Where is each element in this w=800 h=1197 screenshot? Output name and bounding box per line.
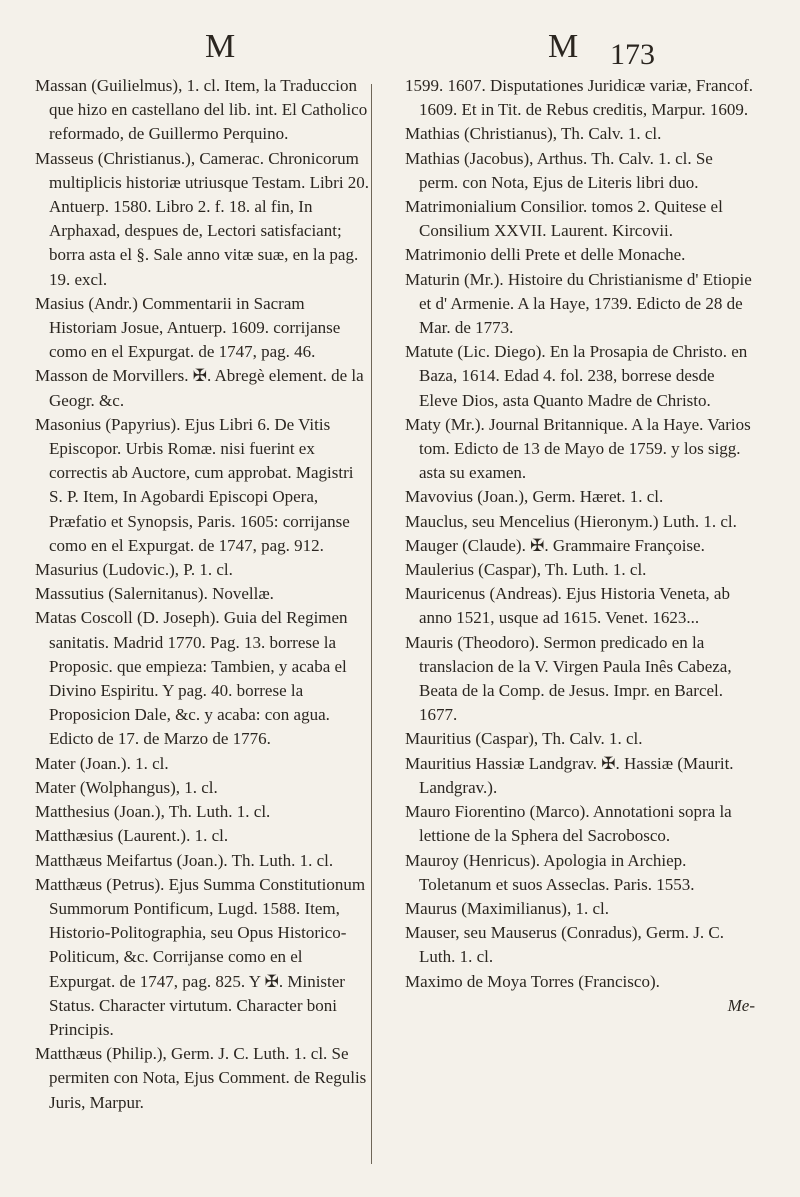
- entry: Masonius (Papyrius). Ejus Libri 6. De Vitis Episcopor. Urbis Romæ. nisi fuerint ex correctis ab Auctore, cum approbat. Magistri S. P. Item, In Agobardi Episcopi Opera, Præfatio et Synopsis, Paris. 1605: corrijanse como en el Expurgat. de 1747, pag. 912.: [35, 414, 354, 555]
- entry: Mauro Fiorentino (Marco). Annotationi sopra la lettione de la Sphera del Sacrobosco.: [405, 802, 732, 846]
- entry: Matthæus (Philip.), Germ. J. C. Luth. 1. cl. Se permiten con Nota, Ejus Comment. de Regulis Juris, Marpur.: [35, 1044, 367, 1112]
- entry: Massutius (Salernitanus). Novellæ.: [35, 584, 274, 604]
- entry: Matthesius (Joan.), Th. Luth. 1. cl.: [35, 802, 271, 822]
- entry: Mauricenus (Andreas). Ejus Historia Veneta, ab anno 1521, usque ad 1615. Venet. 1623...: [405, 584, 730, 628]
- entry: Masius (Andr.) Commentarii in Sacram Historiam Josue, Antuerp. 1609. corrijanse como en el Expurgat. de 1747, pag. 46.: [35, 293, 341, 362]
- entry: Mauger (Claude). ✠. Grammaire Françoise.: [405, 535, 705, 555]
- entry: Maty (Mr.). Journal Britannique. A la Haye. Varios tom. Edicto de 13 de Mayo de 1759. y los sigg. asta su examen.: [405, 414, 751, 483]
- entry: Mauclus, seu Mencelius (Hieronym.) Luth. 1. cl.: [405, 511, 737, 531]
- entry: Matthæsius (Laurent.). 1. cl.: [35, 826, 229, 846]
- entry: Masson de Morvillers. ✠. Abregè element. de la Geogr. &c.: [35, 366, 364, 410]
- entry: Maturin (Mr.). Histoire du Christianisme d' Etiopie et d' Armenie. A la Haye, 1739. Edicto de 28 de Mar. de 1773.: [405, 269, 752, 338]
- entry: Mauris (Theodoro). Sermon predicado en la translacion de la V. Virgen Paula Inês Cabeza, Beata de la Comp. de Jesus. Impr. en Barcel. 1677.: [405, 632, 732, 725]
- entry: Mauser, seu Mauserus (Conradus), Germ. J. C. Luth. 1. cl.: [405, 923, 724, 967]
- entry: Mater (Joan.). 1. cl.: [35, 753, 169, 773]
- entry: Matrimonio delli Prete et delle Monache.: [405, 245, 686, 265]
- entry: 1599. 1607. Disputationes Juridicæ variæ, Francof. 1609. Et in Tit. de Rebus creditis, Marpur. 1609.: [405, 76, 753, 120]
- entry: Mathias (Christianus), Th. Calv. 1. cl.: [405, 124, 662, 144]
- entry: Matrimonialium Consilior. tomos 2. Quitese el Consilium XXVII. Laurent. Kircovii.: [405, 197, 723, 241]
- left-column: [35, 74, 370, 1115]
- entry: Matas Coscoll (D. Joseph). Guia del Regimen sanitatis. Madrid 1770. Pag. 13. borrese la Proposic. que empieza: Tambien, y acaba el Divino Espiritu. Y pag. 40. borrese la Proposicion Dale, &c. y acaba: con agua. Edicto de 17. de Marzo de 1776.: [35, 608, 348, 749]
- entry: Mathias (Jacobus), Arthus. Th. Calv. 1. cl. Se perm. con Nota, Ejus de Literis libri duo.: [405, 148, 713, 192]
- entry: Matute (Lic. Diego). En la Prosapia de Christo. en Baza, 1614. Edad 4. fol. 238, borrese desde Eleve Dios, asta Quanto Madre de Christo.: [405, 342, 748, 410]
- page-number: 173: [610, 38, 655, 71]
- entry: Maurus (Maximilianus), 1. cl.: [405, 898, 609, 918]
- entry: Mauritius Hassiæ Landgrav. ✠. Hassiæ (Maurit. Landgrav.).: [405, 753, 734, 797]
- entry: Maulerius (Caspar), Th. Luth. 1. cl.: [405, 560, 647, 580]
- catchword: Me-: [727, 995, 755, 1015]
- left-running-head: M: [205, 28, 236, 65]
- entry: Matthæus Meifartus (Joan.). Th. Luth. 1. cl.: [35, 850, 334, 870]
- right-running-head: M: [548, 28, 579, 65]
- entry: Masurius (Ludovic.), P. 1. cl.: [35, 560, 233, 580]
- entry: Massan (Guilielmus), 1. cl. Item, la Traduccion que hizo en castellano del lib. int. El Catholico reformado, de Guillermo Perquino.: [35, 76, 368, 144]
- entry: Mater (Wolphangus), 1. cl.: [35, 777, 218, 797]
- entry: Maximo de Moya Torres (Francisco).: [405, 971, 660, 991]
- entry: Matthæus (Petrus). Ejus Summa Constitutionum Summorum Pontificum, Lugd. 1588. Item, Historio-Politographia, seu Opus Historico-Politicum, &c. Corrijanse como en el Expurgat. de 1747, pag. 825. Y ✠. Minister Status. Character virtutum. Character boni Principis.: [35, 874, 366, 1039]
- entry: Masseus (Christianus.), Camerac. Chronicorum multiplicis historiæ utriusque Testam. Libri 20. Antuerp. 1580. Libro 2. f. 18. al fin, In Arphaxad, despues de, Lectori satisfaciant; borra asta el §. Sale anno vitæ suæ, en la pag. 19. excl.: [35, 148, 370, 289]
- column-divider: [371, 84, 372, 1164]
- entry: Mauroy (Henricus). Apologia in Archiep. Toletanum et suos Asseclas. Paris. 1553.: [405, 850, 695, 894]
- right-column: [405, 74, 755, 1018]
- entry: Mavovius (Joan.), Germ. Hæret. 1. cl.: [405, 487, 664, 507]
- entry: Mauritius (Caspar), Th. Calv. 1. cl.: [405, 729, 643, 749]
